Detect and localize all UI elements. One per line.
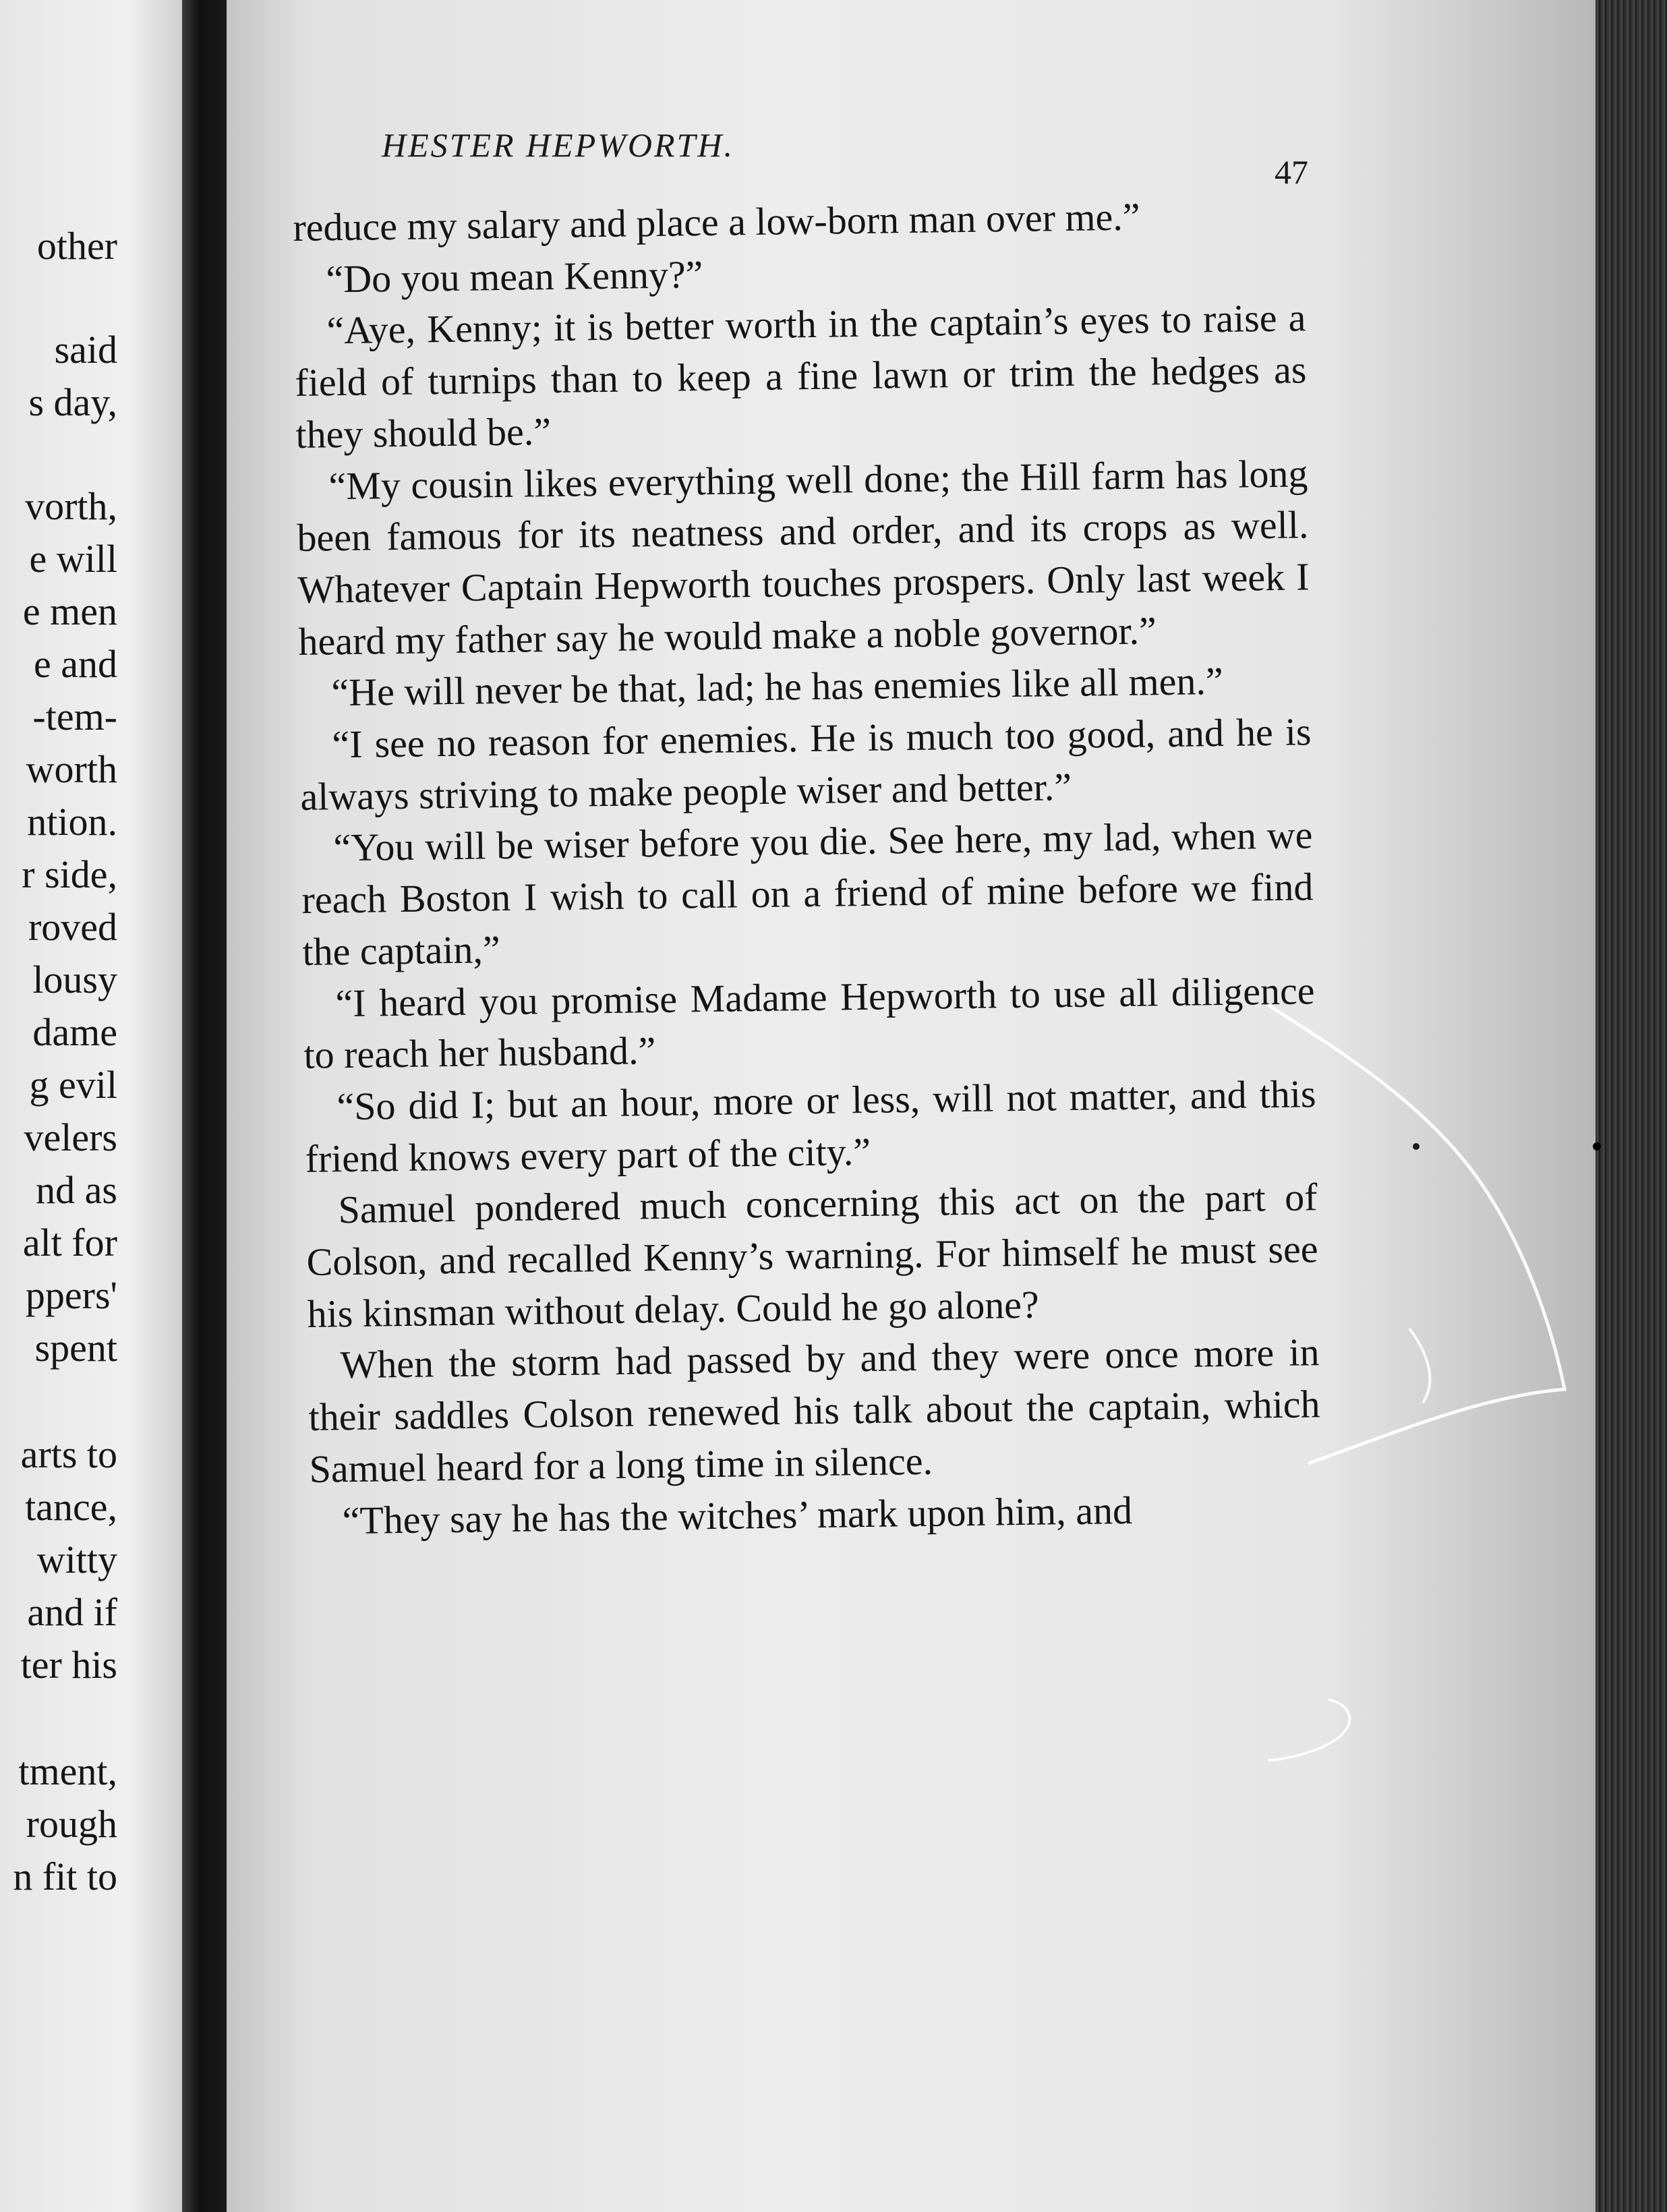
facing-page-line: nd as bbox=[36, 1168, 117, 1212]
facing-page-line: rough bbox=[26, 1802, 117, 1846]
facing-page-line: ter his bbox=[20, 1643, 117, 1687]
page-edges bbox=[1596, 0, 1667, 2212]
paragraph: Samuel pondered much concerning this act on the part of Colson, and recalled Kenny’s warning. For himself he must see his kinsman without delay. Could he go alone? bbox=[306, 1175, 1318, 1336]
facing-page-line: worth bbox=[26, 747, 117, 791]
facing-page-line: g evil bbox=[29, 1063, 117, 1107]
paragraph: reduce my salary and place a low-born man over me.” bbox=[293, 194, 1140, 250]
paragraph: “I heard you promise Madame Hepworth to use all diligence to reach her husband.” bbox=[303, 968, 1315, 1078]
paragraph: When the storm had passed by and they were once more in their saddles Colson renewed his talk about the captain, which Samuel heard for a long time in silence. bbox=[308, 1330, 1320, 1491]
paragraph: “Aye, Kenny; it is better worth in the captain’s eyes to raise a field of turnips than to keep a fine lawn or trim the hedges as they should be.” bbox=[295, 295, 1307, 457]
facing-page-line: tance, bbox=[25, 1485, 117, 1529]
book-gutter bbox=[182, 0, 227, 2212]
facing-page-line: velers bbox=[24, 1115, 117, 1159]
facing-page-line: roved bbox=[28, 905, 117, 949]
facing-page-line: s day, bbox=[28, 380, 117, 424]
facing-page-line: and if bbox=[27, 1590, 117, 1634]
facing-page-line: arts to bbox=[20, 1432, 117, 1476]
facing-page-line: n fit to bbox=[13, 1855, 117, 1898]
page-number: 47 bbox=[1275, 153, 1308, 191]
facing-page-line: said bbox=[54, 328, 117, 372]
paragraph: “So did I; but an hour, more or less, will not matter, and this friend knows every part of the city.” bbox=[305, 1072, 1316, 1181]
facing-page-line: dame bbox=[32, 1010, 117, 1054]
page-body-text bbox=[293, 189, 1322, 1547]
paragraph: “You will be wiser before you die. See here, my lad, when we reach Boston I wish to call on a friend of mine before we find the captain,” bbox=[301, 813, 1314, 974]
paragraph: “I see no reason for enemies. He is much too good, and he is always striving to make people wiser and better.” bbox=[300, 709, 1312, 819]
facing-page-line: r side, bbox=[22, 852, 117, 896]
facing-page bbox=[0, 0, 182, 2212]
facing-page-line: tment, bbox=[18, 1749, 117, 1793]
facing-page-line: other bbox=[36, 224, 117, 268]
facing-page-line: witty bbox=[36, 1538, 117, 1581]
paragraph: “My cousin likes everything well done; the Hill farm has long been famous for its neatness and order, and its crops as well. Whatever Captain Hepworth touches prospers. Only last week I heard my father say he would make a noble governor.” bbox=[297, 450, 1310, 664]
facing-page-line: e men bbox=[22, 589, 117, 633]
running-title: HESTER HEPWORTH. bbox=[382, 126, 734, 164]
paragraph: “He will never be that, lad; he has enemies like all men.” bbox=[331, 659, 1224, 715]
facing-page-line: e will bbox=[29, 537, 117, 581]
facing-page-line: vorth, bbox=[25, 484, 117, 528]
paragraph: “Do you mean Kenny?” bbox=[326, 252, 703, 301]
facing-page-line: lousy bbox=[32, 958, 117, 1001]
facing-page-line: e and bbox=[34, 642, 117, 686]
facing-page-line: alt for bbox=[22, 1221, 117, 1264]
facing-page-line: spent bbox=[34, 1326, 117, 1370]
paragraph: “They say he has the witches’ mark upon him, and bbox=[342, 1488, 1133, 1542]
facing-page-line: ntion. bbox=[27, 800, 117, 844]
facing-page-line: -tem- bbox=[32, 695, 117, 738]
facing-page-line: ppers' bbox=[25, 1273, 117, 1317]
